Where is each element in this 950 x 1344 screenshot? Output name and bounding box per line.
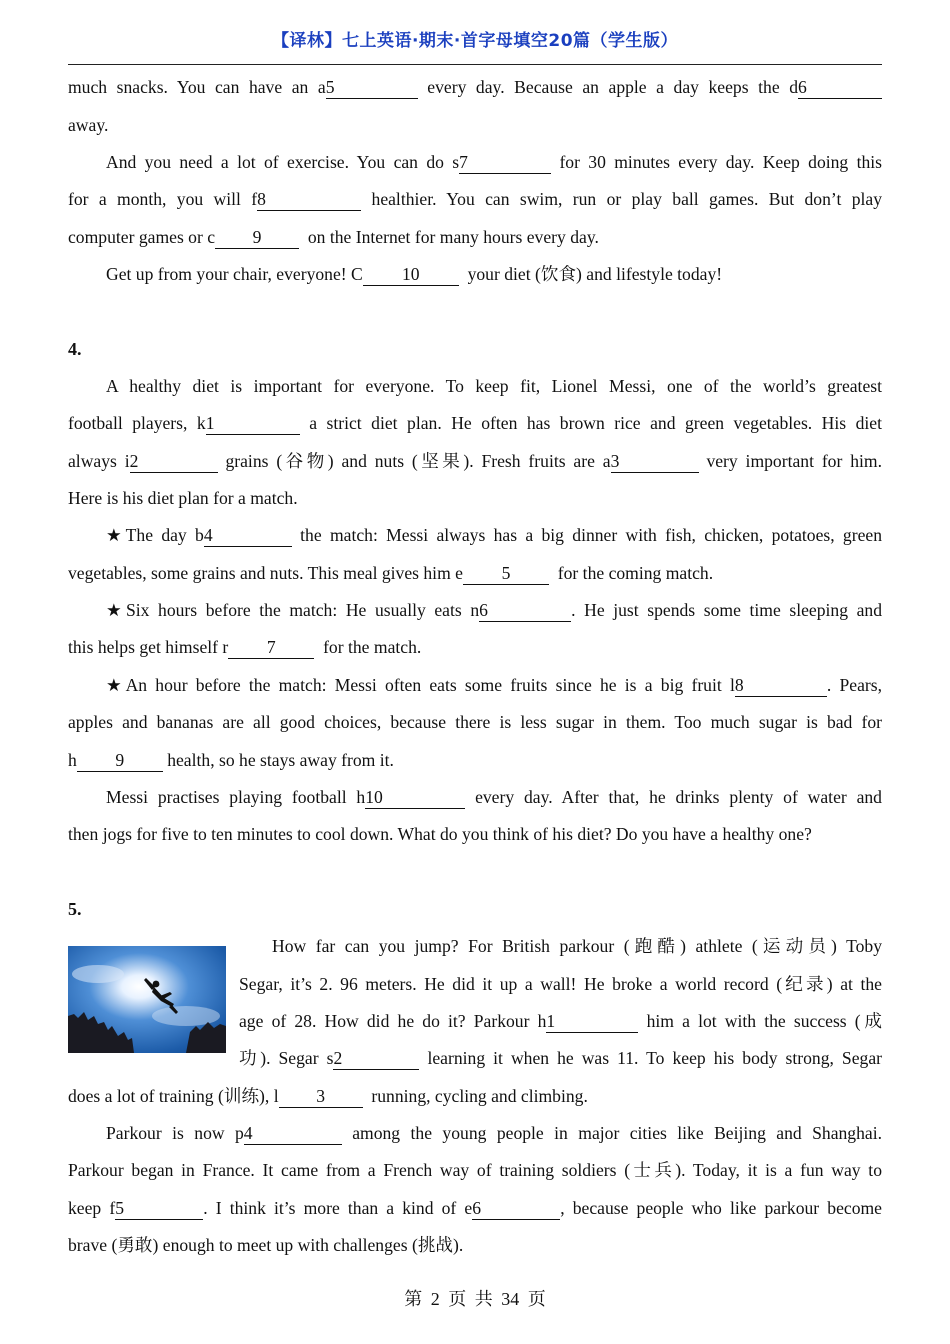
text: Get up from your chair, everyone! C [106, 264, 363, 284]
parkour-photo [68, 946, 226, 1053]
blank-8[interactable]: 8 [735, 674, 827, 697]
text: for the coming match. [557, 563, 714, 583]
text: grains (谷物) and nuts (坚果). Fresh fruits are a [225, 451, 611, 471]
blank-1[interactable]: 1 [206, 412, 300, 435]
p5-line-4 [239, 1044, 882, 1072]
text: this helps get himself r [68, 637, 229, 657]
blank-9[interactable]: 9 [215, 226, 299, 249]
p5-line-8 [68, 1194, 882, 1222]
text: h [68, 750, 77, 770]
p3-line-5 [68, 223, 882, 251]
text: Messi practises playing football h [106, 787, 366, 807]
blank-6[interactable]: 6 [798, 76, 882, 99]
p4-line-5 [106, 521, 882, 549]
text: vegetables, some grains and nuts. This meal gives him e [68, 563, 463, 583]
p5-line-6 [106, 1119, 882, 1147]
passage-5-number: 5. [68, 899, 82, 919]
p3-line-3 [106, 148, 882, 176]
blank-4[interactable]: 4 [244, 1122, 342, 1145]
passage-4-number: 4. [68, 339, 82, 359]
text: for a month, you will f [68, 189, 258, 209]
text: Parkour is now p [106, 1123, 244, 1143]
p4-line-6 [68, 559, 882, 587]
p3-line-4 [68, 185, 882, 213]
text: ★The day b [106, 525, 204, 545]
text: every day. After that, he drinks plenty of water and [475, 787, 882, 807]
p3-line-1 [68, 73, 882, 101]
text: learning it when he was 11. To keep his body strong, Segar [427, 1048, 882, 1068]
blank-7[interactable]: 7 [228, 636, 314, 659]
p4-line-1: A healthy diet is important for everyone. To keep fit, Lionel Messi, one of the world’s greatest [106, 376, 882, 396]
text: running, cycling and climbing. [371, 1086, 588, 1106]
text: the match: Messi always has a big dinner with fish, chicken, potatoes, green [300, 525, 882, 545]
blank-4[interactable]: 4 [204, 524, 292, 547]
text: every day. Because an apple a day keeps the d [427, 77, 798, 97]
text: keep f [68, 1198, 116, 1218]
text: very important for him. [706, 451, 882, 471]
text: age of 28. How did he do it? Parkour h [239, 1011, 547, 1031]
p4-line-7 [106, 596, 882, 624]
p5-line-5 [68, 1082, 882, 1110]
text: him a lot with the success (成 [646, 1011, 882, 1031]
text: computer games or c [68, 227, 216, 247]
text: for 30 minutes every day. Keep doing this [559, 152, 882, 172]
blank-10[interactable]: 10 [363, 263, 459, 286]
blank-3[interactable]: 3 [611, 450, 699, 473]
blank-2[interactable]: 2 [130, 450, 218, 473]
p4-line-13: then jogs for five to ten minutes to cool down. What do you think of his diet? Do you have a healthy one? [68, 824, 812, 844]
text: And you need a lot of exercise. You can do s [106, 152, 460, 172]
blank-8[interactable]: 8 [257, 188, 361, 211]
text: does a lot of training (训练), l [68, 1086, 279, 1106]
text: your diet (饮食) and lifestyle today! [467, 264, 723, 284]
p4-line-2 [68, 409, 882, 437]
p5-line-9: brave (勇敢) enough to meet up with challenges (挑战). [68, 1235, 464, 1255]
text: healthier. You can swim, run or play ball games. But don’t play [371, 189, 882, 209]
blank-5[interactable]: 5 [326, 76, 418, 99]
text: 功). Segar s [239, 1048, 334, 1068]
text: always i [68, 451, 130, 471]
blank-2[interactable]: 2 [333, 1047, 419, 1070]
page-footer: 第 2 页 共 34 页 [404, 1289, 546, 1309]
text: among the young people in major cities like Beijing and Shanghai. [352, 1123, 882, 1143]
blank-6[interactable]: 6 [479, 599, 571, 622]
p5-line-3 [239, 1007, 882, 1035]
blank-6[interactable]: 6 [472, 1197, 560, 1220]
p4-line-12 [106, 783, 882, 811]
text: for the match. [323, 637, 422, 657]
p3-line-6 [106, 260, 882, 288]
text: . Pears, [826, 675, 882, 695]
p4-line-8 [68, 633, 882, 661]
p3-line-2: away. [68, 115, 109, 135]
text: . He just spends some time sleeping and [571, 600, 882, 620]
text: much snacks. You can have an a [68, 77, 326, 97]
blank-9[interactable]: 9 [77, 749, 163, 772]
text: a strict diet plan. He often has brown rice and green vegetables. His diet [309, 413, 882, 433]
blank-3[interactable]: 3 [279, 1085, 363, 1108]
header-divider [68, 64, 882, 65]
text: on the Internet for many hours every day. [307, 227, 599, 247]
blank-7[interactable]: 7 [459, 151, 551, 174]
text: ★An hour before the match: Messi often eats some fruits since he is a big fruit l [106, 675, 735, 695]
p5-line-7: Parkour began in France. It came from a French way of training soldiers (士兵). Today, it is a fun way to [68, 1160, 882, 1180]
page-header: 【译林】七上英语·期末·首字母填空20篇（学生版） [271, 31, 679, 51]
text: ★Six hours before the match: He usually eats n [106, 600, 480, 620]
blank-5[interactable]: 5 [463, 562, 549, 585]
p4-line-9 [106, 671, 882, 699]
text: football players, k [68, 413, 206, 433]
p4-line-11 [68, 746, 882, 774]
text: , because people who like parkour become [560, 1198, 882, 1218]
blank-5[interactable]: 5 [115, 1197, 203, 1220]
p4-line-3 [68, 447, 882, 475]
p5-line-1: How far can you jump? For British parkour (跑酷) athlete (运动员) Toby [272, 936, 882, 956]
blank-10[interactable]: 10 [365, 786, 465, 809]
p4-line-10: apples and bananas are all good choices, because there is less sugar in them. Too much sugar is bad for [68, 712, 882, 732]
text: . I think it’s more than a kind of e [203, 1198, 473, 1218]
blank-1[interactable]: 1 [546, 1010, 638, 1033]
p5-line-2: Segar, it’s 2. 96 meters. He did it up a wall! He broke a world record (纪录) at the [239, 974, 882, 994]
p4-line-4: Here is his diet plan for a match. [68, 488, 298, 508]
text: health, so he stays away from it. [167, 750, 394, 770]
